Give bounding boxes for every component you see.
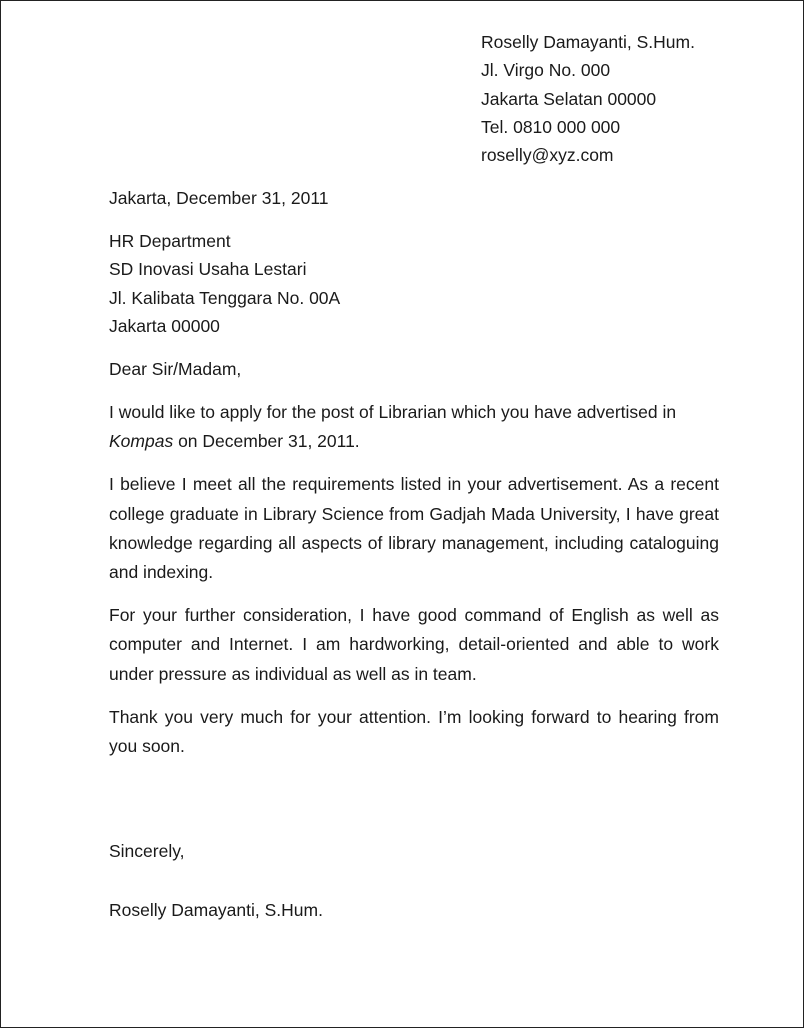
recipient-company: SD Inovasi Usaha Lestari	[109, 259, 307, 280]
salutation: Dear Sir/Madam,	[109, 359, 242, 379]
letter-date: Jakarta, December 31, 2011	[109, 188, 329, 208]
body-paragraph-2: I believe I meet all the requirements listed in your advertisement. As a recent college graduate in Library Science from Gadjah Mada University, I have great knowledge regarding all aspects of library management, including cataloguing and indexing.	[109, 474, 719, 583]
recipient-address-block	[109, 227, 340, 340]
signature-name: Roselly Damayanti, S.Hum.	[109, 900, 323, 920]
letter-body	[109, 398, 719, 775]
body-paragraph-1-text-end: on December 31, 2011.	[173, 431, 360, 452]
sender-phone: Tel. 0810 000 000	[481, 116, 621, 137]
publication-name: Kompas	[109, 431, 174, 452]
recipient-city: Jakarta 00000	[109, 315, 220, 336]
body-paragraph-1-text-start: I would like to apply for the post of Librarian which you have advertised in	[109, 402, 677, 422]
sender-address-block	[481, 28, 695, 169]
closing: Sincerely,	[109, 841, 185, 861]
body-paragraph-4: Thank you very much for your attention. I’m looking forward to hearing from you soon.	[109, 706, 719, 757]
sender-email: roselly@xyz.com	[481, 145, 614, 166]
body-paragraph-3: For your further consideration, I have good command of English as well as computer and Internet. I am hardworking, detail-oriented and able to work under pressure as individual as well as in team.	[109, 605, 719, 684]
sender-city: Jakarta Selatan 00000	[481, 88, 657, 109]
recipient-street: Jl. Kalibata Tenggara No. 00A	[109, 287, 341, 308]
sender-name: Roselly Damayanti, S.Hum.	[481, 32, 695, 52]
sender-street: Jl. Virgo No. 000	[481, 60, 611, 81]
body-paragraph-1	[109, 398, 719, 456]
recipient-department: HR Department	[109, 231, 231, 251]
